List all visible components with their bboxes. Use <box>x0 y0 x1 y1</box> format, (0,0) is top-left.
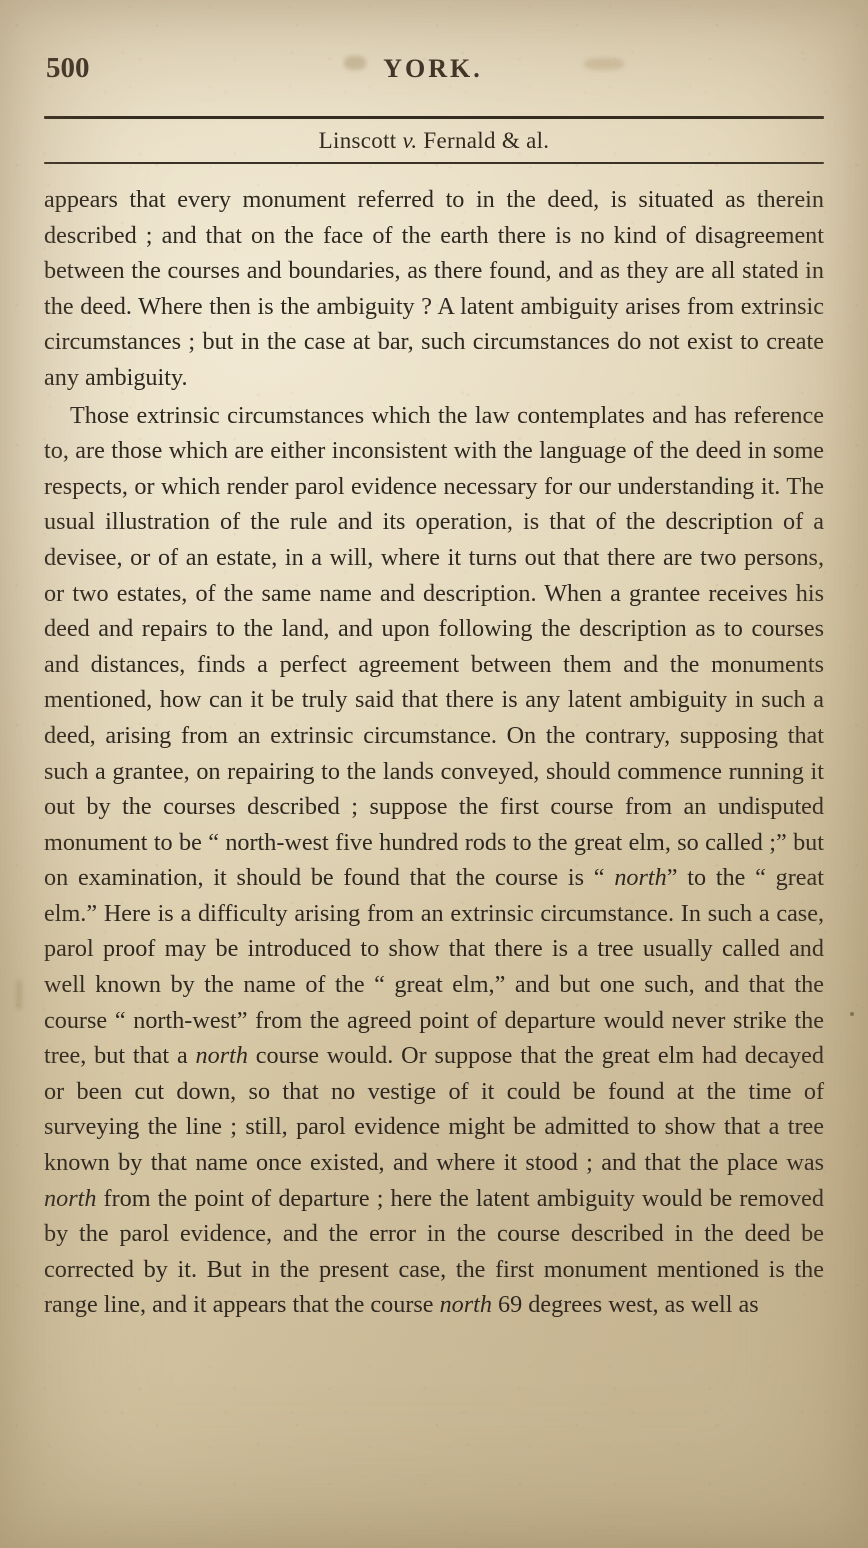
emphasis-north-3: north <box>44 1184 97 1212</box>
paragraph-segment: Those extrinsic circumstances which the law contemplates and has reference to, are those which are either inconsistent with the language of the deed in some respects, or which render parol evidence necessary for our understanding it. The usual illustration of the rule and its operation, is that of the description of a devisee, or of an estate, in a will, where it turns out that there are two persons, or two estates, of the same name and description. When a grantee receives his deed and repairs to the land, and upon following the description as to courses and distances, finds a perfect agreement between them and the monuments mentioned, how can it be truly said that there is any latent ambiguity in such a deed, arising from an extrinsic circumstance. On the contrary, supposing that such a grantee, on repairing to the lands conveyed, should commence running it out by the courses described ; suppose the first course from an undisputed monument to be “ north-west five hundred rods to the great elm, so called ;” but on examination, it should be found that the course is “ <box>44 401 824 892</box>
page-number: 500 <box>46 52 90 84</box>
case-caption-plaintiff: Linscott <box>318 128 403 153</box>
case-caption-defendant: Fernald & al. <box>417 128 550 153</box>
case-caption <box>0 119 868 162</box>
emphasis-north-2: north <box>195 1042 248 1070</box>
case-caption-versus: v. <box>402 128 418 153</box>
paper-blemish-right <box>850 1012 854 1016</box>
paragraph-segment: from the point of departure ; here the latent ambiguity would be removed by the parol evidence, and the error in the course described in the deed be corrected by it. But in the present case, the first monument mentioned is the range line, and it appears that the course <box>44 1184 824 1319</box>
paragraph-extrinsic-circumstances <box>44 398 824 1323</box>
emphasis-north-4: north <box>439 1291 492 1319</box>
paper-blemish-left <box>16 980 22 1010</box>
page-header <box>44 38 822 116</box>
paragraph-segment: course would. Or suppose that the great elm had decayed or been cut down, so that no vestige of it could be found at the time of surveying the line ; still, parol evidence might be admitted to show that a tree known by that name once existed, and where it stood ; and that the place was <box>44 1042 824 1177</box>
page-body <box>44 164 824 1323</box>
running-head-title: YORK. <box>383 54 483 83</box>
paragraph-segment: ” to the “ great elm.” Here is a difficulty arising from an extrinsic circumstance. In such a case, parol proof may be introduced to show that there is a tree usually called and well known by the name of the “ great elm,” and but one such, and that the course “ north-west” from the agreed point of departure would never strike the tree, but that a <box>44 864 824 1070</box>
paragraph-segment: 69 degrees west, as well as <box>492 1291 759 1319</box>
emphasis-north-1: north <box>614 864 667 892</box>
paragraph-continuation: appears that every monument referred to in the deed, is situated as therein described ; and that on the face of the earth there is no kind of disagreement between the courses and boundaries, as there found, and as they are all stated in the deed. Where then is the ambiguity ? A latent ambiguity arises from extrinsic circumstances ; but in the case at bar, such circumstances do not exist to create any ambiguity. <box>44 186 824 391</box>
